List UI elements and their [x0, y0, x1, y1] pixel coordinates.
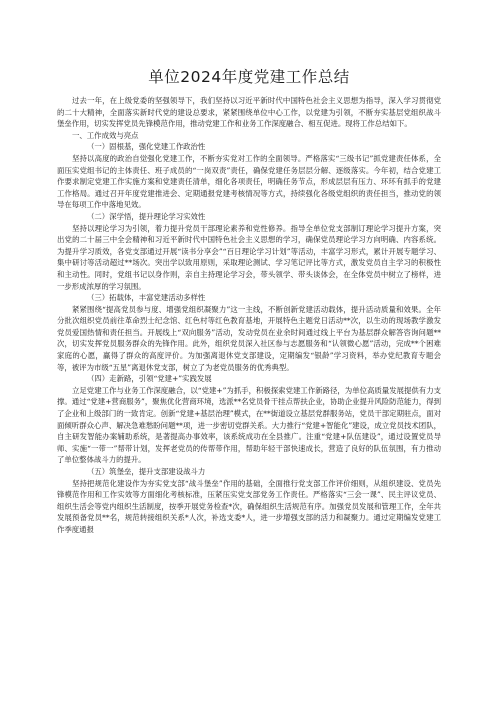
document-title: 单位2024年度党建工作总结 [148, 68, 350, 86]
body-paragraph: 坚持以高度的政治自觉强化党建工作，不断夯实党对工作的全面领导。严格落实“三级书记”抓党建责任体系，全面压实党组书记的主体责任、班子成员的“一岗双责”责任，确保党建任务层层分解、逐级落实。今年初，结合党建工作要求制定党建工作实施方案和党建责任清单，细化各项责任，明确任务节点，形成层层有压力、环环有抓手的党建工作格局。通过召开年度党建推进会、定期通报党建考核情况等方式，持续强化各级党组织的责任担当，推动党的领导在每项工作中落地见效。 [57, 153, 441, 210]
body-paragraph: 紧紧围绕“提高党员参与度、增强党组织凝聚力”这一主线，不断创新党建活动载体，提升活动质量和效果。全年分批次组织党员前往革命烈士纪念馆、红色村等红色教育基地，开展特色主题党日活动**次，以生动的现场教学激发党员爱国热情和责任担当。开展线上“双向服务”活动，发动党员在业余时间通过线上平台为基层群众解答咨询问题**次，切实发挥党员服务群众的先锋作用。此外，组织党员深入社区参与志愿服务和“认领微心愿”活动，完成**个困难家庭的心愿，赢得了群众的高度评价。为加强离退休党支部建设，定期编发“银龄”学习资料，举办党纪教育专题会等，被评为市级“五星”离退休党支部，树立了为老党员服务的优秀典型。 [57, 304, 441, 372]
subsection-heading: （五）筑堡垒，提升支部建设战斗力 [87, 467, 206, 476]
body-paragraph: 过去一年，在上级党委的坚强领导下，我们坚持以习近平新时代中国特色社会主义思想为指导，深入学习贯彻党的二十大精神，全面落实新时代党的建设总要求，紧紧围绕单位中心工作，以党建为引领，不断夯实基层党组织战斗堡垒作用，切实发挥党员先锋模范作用，推动党建工作和业务工作深度融合、相互促进。现将工作总结如下。 [57, 96, 441, 129]
section-heading: 一、工作成效与亮点 [72, 130, 139, 140]
subsection-heading: （三）拓载体，丰富党建活动多样性 [87, 293, 206, 303]
document-body [57, 95, 441, 536]
subsection-heading: （四）走新路，引领“党建+”实践发展 [87, 374, 212, 384]
subsection-heading: （二）深学悟，提升理论学习实效性 [87, 211, 206, 221]
body-paragraph: 坚持以理论学习为引领，着力提升党员干部理论素养和党性修养。指导全单位党支部制订理论学习提升方案，突出党的二十届三中全会精神和习近平新时代中国特色社会主义思想的学习，确保党员理论学习方向明确、内容系统。为提升学习质效，各党支部通过开展“读书分享会”“百日理论学习计划”等活动，丰富学习形式，累计开展专题学习、集中研讨等活动超过**场次。突出学以致用原则，采取理论测试、学习笔记评比等方式，激发党员自主学习的积极性和主动性。同时，党组书记以身作则，亲自主持理论学习会，带头领学、带头谈体会，在全体党员中树立了榜样，进一步形成浓厚的学习氛围。 [57, 223, 441, 291]
body-paragraph: 坚持把规范化建设作为夯实党支部“战斗堡垒”作用的基础，全面推行党支部工作评价细则，从组织建设、党员先锋模范作用和工作实效等方面细化考核标准，压紧压实党支部党务工作责任。严格落实“三会一课”、民主评议党员、组织生活会等党内组织生活制度，按季开展党务检查*次，确保组织生活规范有序。加强党员发展和管理工作，全年共发展预备党员**名，规范转接组织关系*人次，补选支委*人，进一步增强支部的活力和凝聚力。通过定期编发党建工作季度通报 [57, 478, 441, 534]
body-paragraph: 立足党建工作与业务工作深度融合，以“党建+”为抓手，积极探索党建工作新路径，为单位高质量发展提供有力支撑。通过“党建+营商服务”，聚焦优化营商环境，选派**名党员骨干挂点帮扶企业，协助企业提升风险防范能力，得到了企业和上级部门的一致肯定。创新“党建+基层治理”模式，在**街道设立基层党群服务站，党员干部定期驻点，面对面倾听群众心声、解决急难愁盼问题**项，进一步密切党群关系。大力推行“党建+智能化”建设，成立党员技术团队，自主研发智能办案辅助系统，是著提高办事效率，该系统成功在全县推广。注重“党建+队伍建设”，通过设置党员导师、实施“一带一”帮带计划，发挥老党员的传帮带作用，帮助年轻干部快速成长，营造了良好的队伍氛围，有力推动了单位整体战斗力的提升。 [57, 385, 441, 465]
subsection-heading: （一）固根基，强化党建工作政治性 [87, 142, 206, 152]
